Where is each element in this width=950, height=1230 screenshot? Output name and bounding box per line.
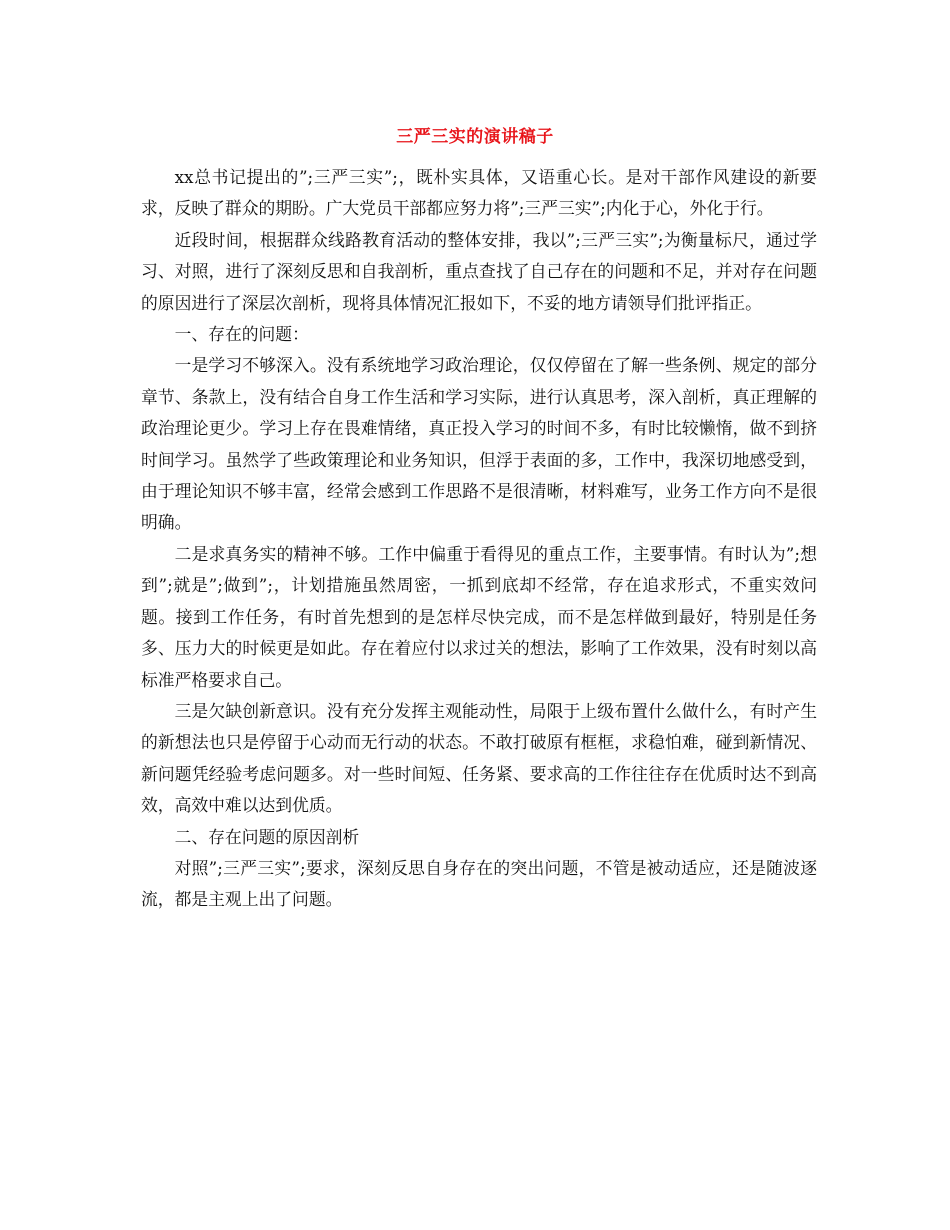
paragraph-intro: xx总书记提出的”;三严三实”;，既朴实具体，又语重心长。是对干部作风建设的新要求，反映了群众的期盼。广大党员干部都应努力将”;三严三实”;内化于心，外化于行。 bbox=[141, 167, 817, 219]
paragraph-problem-3: 三是欠缺创新意识。没有充分发挥主观能动性，局限于上级布置什么做什么，有时产生的新想法也只是停留于心动而无行动的状态。不敢打破原有框框，求稳怕难，碰到新情况、新问题凭经验考虑问题多。对一些时间短、任务紧、要求高的工作往往存在优质时达不到高效，高效中难以达到优质。 bbox=[141, 700, 817, 816]
section-heading-causes: 二、存在问题的原因剖析 bbox=[174, 826, 360, 847]
paragraph-problem-1: 一是学习不够深入。没有系统地学习政治理论，仅仅停留在了解一些条例、规定的部分章节、条款上，没有结合自身工作生活和学习实际，进行认真思考，深入剖析，真正理解的政治理论更少。学习上存在畏难情绪，真正投入学习的时间不多，有时比较懒惰，做不到挤时间学习。虽然学了些政策理论和业务知识，但浮于表面的多，工作中，我深切地感受到，由于理论知识不够丰富，经常会感到工作思路不是很清晰，材料难写，业务工作方向不是很明确。 bbox=[141, 355, 817, 533]
section-heading-problems: 一、存在的问题： bbox=[174, 324, 309, 345]
paragraph-problem-2: 二是求真务实的精神不够。工作中偏重于看得见的重点工作，主要事情。有时认为”;想到”;就是”;做到”;，计划措施虽然周密，一抓到底却不经常，存在追求形式，不重实效问题。接到工作任务，有时首先想到的是怎样尽快完成，而不是怎样做到最好，特别是任务多、压力大的时候更是如此。存在着应付以求过关的想法，影响了工作效果，没有时刻以高标准严格要求自己。 bbox=[141, 543, 817, 690]
document-body bbox=[141, 162, 817, 916]
paragraph-causes-intro: 对照”;三严三实”;要求，深刻反思自身存在的突出问题，不管是被动适应，还是随波逐流，都是主观上出了问题。 bbox=[141, 857, 817, 910]
document-title: 三严三实的演讲稿子 bbox=[396, 127, 554, 147]
paragraph-background: 近段时间，根据群众线路教育活动的整体安排，我以”;三严三实”;为衡量标尺，通过学习、对照，进行了深刻反思和自我剖析，重点查找了自己存在的问题和不足，并对存在问题的原因进行了深层次剖析，现将具体情况汇报如下，不妥的地方请领导们批评指正。 bbox=[141, 229, 817, 313]
